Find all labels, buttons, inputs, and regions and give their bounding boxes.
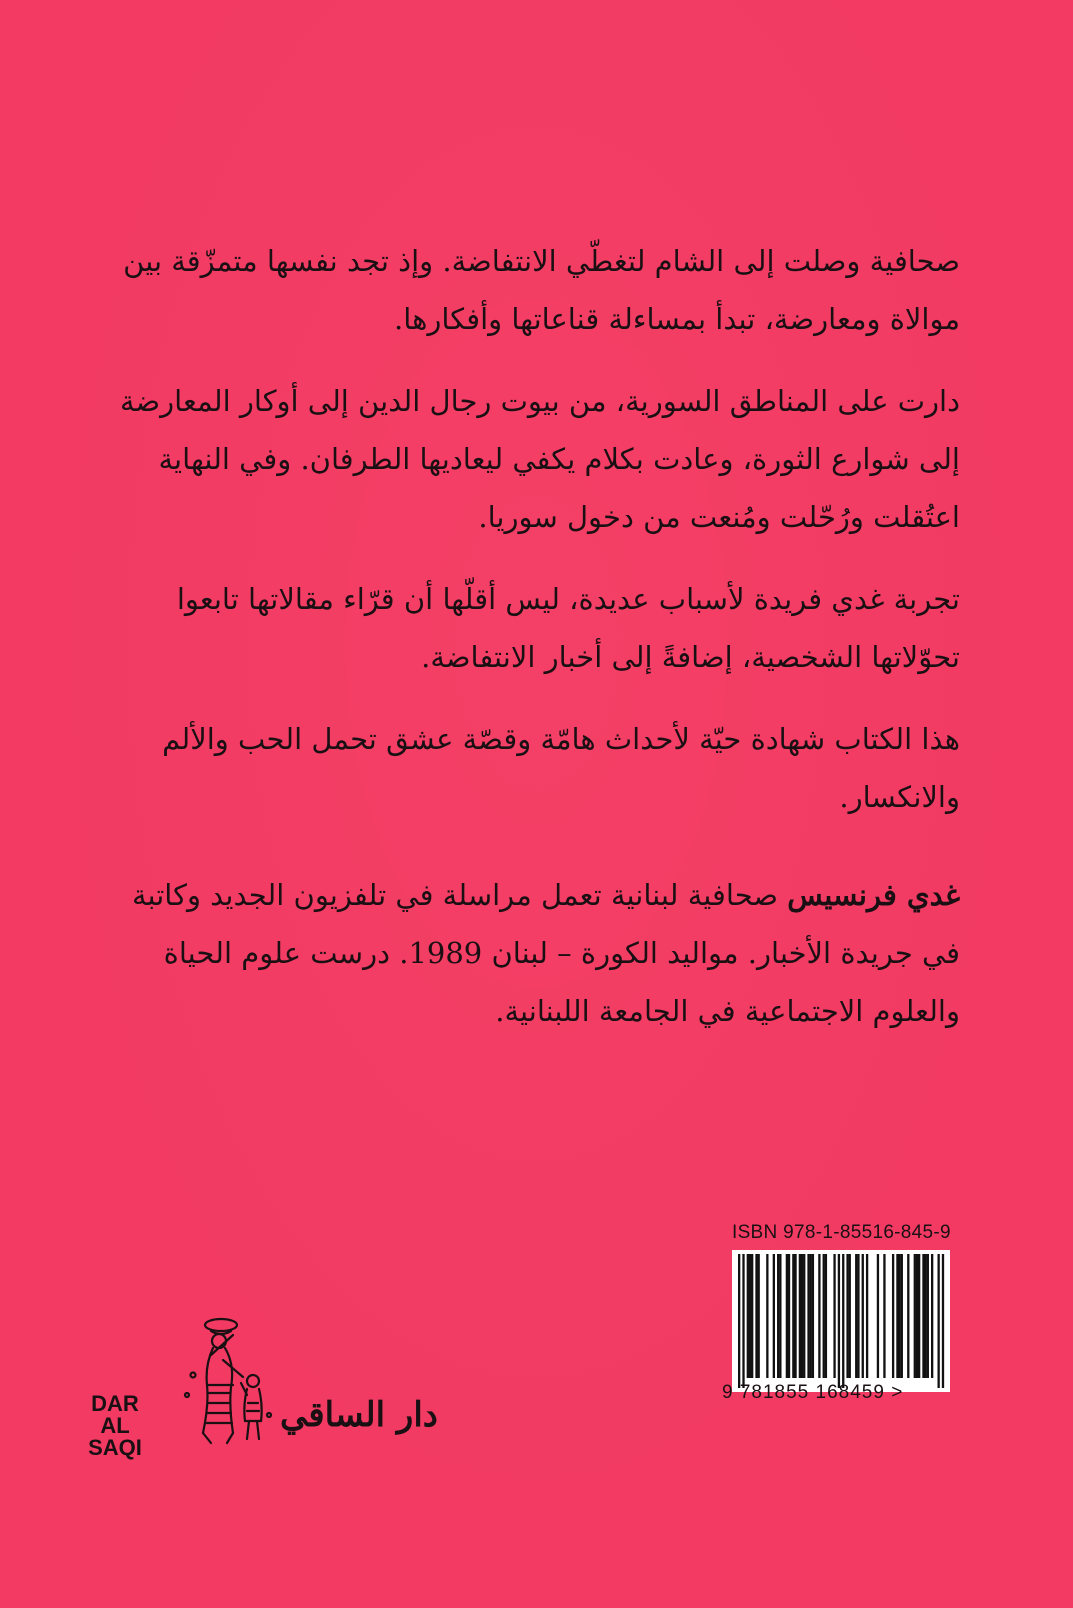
barcode-bar <box>907 1254 909 1378</box>
barcode-bar <box>812 1254 814 1378</box>
barcode-bar <box>842 1254 844 1388</box>
barcode-bar <box>914 1254 916 1378</box>
blurb-paragraph-4: هذا الكتاب شهادة حيّة لأحداث هامّة وقصّة عشق تحمل الحب والألم والانكسار. <box>162 722 960 814</box>
barcode-bar <box>786 1254 788 1378</box>
barcode-bar <box>927 1254 929 1378</box>
publisher-name-en <box>75 1393 155 1459</box>
barcode-bar <box>918 1254 920 1378</box>
barcode-bar <box>896 1254 898 1378</box>
author-bio <box>110 866 960 1040</box>
figures-illustration-icon <box>163 1315 283 1450</box>
barcode-bar <box>849 1254 851 1378</box>
barcode-bar <box>823 1254 825 1378</box>
barcode-bar <box>742 1254 744 1388</box>
barcode-digits: 9 781855 168459 > <box>722 1382 904 1403</box>
barcode-bar <box>931 1254 933 1378</box>
barcode-bar <box>916 1254 918 1378</box>
barcode-bar <box>942 1254 944 1388</box>
barcode-bar <box>788 1254 790 1378</box>
barcode-bar <box>922 1254 924 1378</box>
barcode-bar <box>751 1254 753 1378</box>
barcode-bar <box>792 1254 794 1378</box>
barcode-bar <box>937 1254 939 1388</box>
barcode-bar <box>773 1254 775 1378</box>
barcode-bar <box>766 1254 768 1378</box>
barcode-bar <box>807 1254 809 1378</box>
barcode-bar <box>818 1254 820 1378</box>
barcode-bar <box>924 1254 926 1378</box>
barcode-bar <box>799 1254 801 1378</box>
barcode-bar <box>801 1254 803 1378</box>
barcode-bar <box>747 1254 749 1378</box>
barcode-bar <box>779 1254 781 1378</box>
author-name: غدي فرنسيس <box>787 878 960 912</box>
barcode-bar <box>749 1254 751 1378</box>
barcode-bar <box>777 1254 779 1378</box>
barcode-bar <box>857 1254 859 1378</box>
barcode-bar <box>758 1254 760 1378</box>
blurb-text <box>110 232 960 1064</box>
barcode-bar <box>862 1254 864 1378</box>
barcode-box <box>732 1250 950 1392</box>
publisher-name-ar: دار الساقي <box>280 1395 438 1435</box>
barcode-bar <box>755 1254 757 1378</box>
barcode-bar <box>855 1254 857 1378</box>
barcode-bar <box>877 1254 879 1378</box>
barcode-bar <box>825 1254 827 1378</box>
barcode-bar <box>883 1254 885 1378</box>
barcode-bars <box>732 1250 950 1392</box>
barcode-bar <box>803 1254 805 1378</box>
barcode-bar <box>738 1254 740 1388</box>
blurb-paragraph-1: صحافية وصلت إلى الشام لتغطّي الانتفاضة. وإذ تجد نفسها متمزّقة بين موالاة ومعارضة، تبدأ بمساءلة قناعاتها وأفكارها. <box>123 244 960 336</box>
barcode-bar <box>901 1254 903 1378</box>
publisher-name-en-line2: AL SAQI <box>88 1413 142 1460</box>
barcode-bar <box>892 1254 894 1378</box>
blurb-paragraph-3: تجربة غدي فريدة لأسباب عديدة، ليس أقلّها أن قرّاء مقالاتها تابعوا تحوّلاتها الشخصية، إضافةً إلى أخبار الانتفاضة. <box>176 582 960 674</box>
barcode-bar <box>833 1254 835 1378</box>
isbn-label: ISBN 978-1-85516-845-9 <box>732 1222 951 1243</box>
isbn-barcode <box>722 1222 982 1412</box>
blurb-paragraph-2: دارت على المناطق السورية، من بيوت رجال الدين إلى أوكار المعارضة إلى شوارع الثورة، وعادت بكلام يكفي ليعاديها الطرفان. وفي النهاية اعتُقلت ورُحّلت ومُنعت من دخول سوريا. <box>119 384 960 534</box>
barcode-bar <box>810 1254 812 1378</box>
barcode-bar <box>846 1254 848 1378</box>
barcode-bar <box>866 1254 868 1378</box>
publisher-logo <box>75 1315 438 1460</box>
author-bio-text: صحافية لبنانية تعمل مراسلة في تلفزيون الجديد وكاتبة في جريدة الأخبار. مواليد الكورة – لبنان 1989. درست علوم الحياة والعلوم الاجتماعية في الجامعة اللبنانية. <box>131 878 960 1028</box>
barcode-bar <box>898 1254 900 1378</box>
barcode-bar <box>838 1254 840 1388</box>
publisher-name-en-line1: DAR <box>91 1391 139 1416</box>
barcode-bar <box>794 1254 796 1378</box>
